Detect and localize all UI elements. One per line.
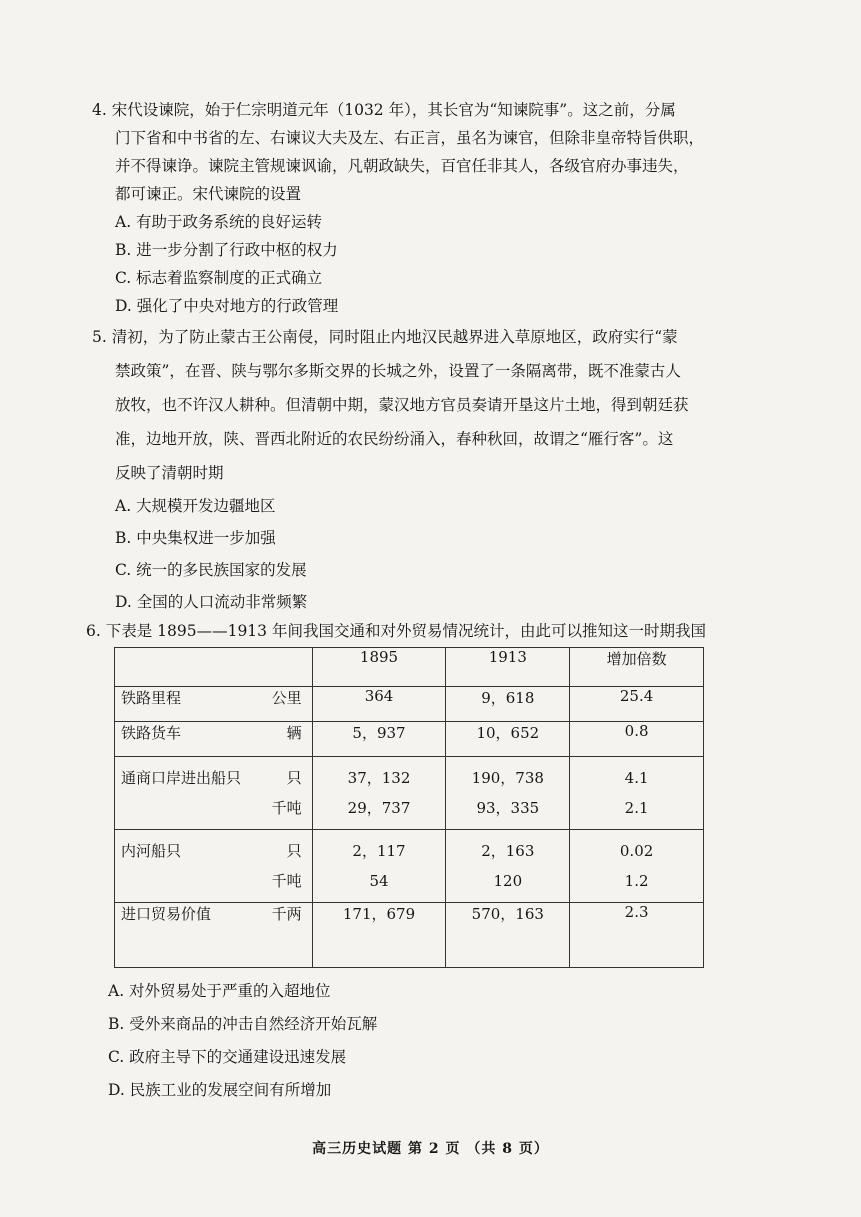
table-cell: 2.3	[570, 903, 704, 968]
question-4-option-d: D. 强化了中央对地方的行政管理	[115, 297, 339, 315]
row-label: 通商口岸进出船只	[121, 769, 242, 787]
row-unit: 千两	[271, 905, 302, 923]
cell-value: 4.1	[624, 769, 649, 787]
question-5	[92, 320, 742, 618]
question-4-option-b: B. 进一步分割了行政中枢的权力	[115, 241, 338, 259]
question-4-option-a: A. 有助于政务系统的良好运转	[115, 213, 323, 231]
question-6-option-b: B. 受外来商品的冲击自然经济开始瓦解	[108, 1015, 378, 1033]
question-6-stem: 6. 下表是 1895——1913 年间我国交通和对外贸易情况统计，由此可以推知这一时期我国	[86, 622, 706, 640]
table-label-cell	[115, 722, 313, 757]
question-6-option-d: D. 民族工业的发展空间有所增加	[108, 1081, 332, 1099]
table-cell: 570，163	[446, 903, 570, 968]
cell-value: 54	[369, 872, 389, 890]
table-cell: 171，679	[312, 903, 446, 968]
question-6-options	[92, 975, 742, 1107]
row-unit: 千吨	[271, 872, 302, 890]
row-unit: 辆	[286, 724, 302, 742]
table-cell: 25.4	[570, 687, 704, 722]
table-row	[115, 903, 704, 968]
question-4-stem-line: 4. 宋代设谏院，始于仁宗明道元年（1032 年），其长官为“知谏院事”。这之前，分属	[92, 101, 676, 119]
table-cell	[312, 830, 446, 903]
table-row	[115, 687, 704, 722]
table-header-cell: 增加倍数	[570, 648, 704, 687]
row-unit: 公里	[271, 689, 302, 707]
question-5-stem-line: 放牧，也不许汉人耕种。但清朝中期，蒙汉地方官员奏请开垦这片土地，得到朝廷获	[115, 396, 689, 414]
row-unit: 千吨	[271, 799, 302, 817]
table-header-cell	[115, 648, 313, 687]
row-unit: 只	[286, 769, 302, 787]
question-5-stem-line: 反映了清朝时期	[115, 464, 224, 482]
table-cell	[312, 757, 446, 830]
table-header-row	[115, 648, 704, 687]
row-label: 铁路里程	[121, 689, 182, 707]
table-cell: 5，937	[312, 722, 446, 757]
question-5-stem-line: 禁政策”，在晋、陕与鄂尔多斯交界的长城之外，设置了一条隔离带，既不准蒙古人	[115, 362, 681, 380]
table-cell	[570, 757, 704, 830]
table-row	[115, 757, 704, 830]
cell-value: 37，132	[347, 769, 411, 787]
question-5-option-b: B. 中央集权进一步加强	[115, 529, 276, 547]
table-cell: 0.8	[570, 722, 704, 757]
table-row	[115, 830, 704, 903]
table-cell	[570, 830, 704, 903]
question-4-stem-line: 并不得谏诤。谏院主管规谏讽谕，凡朝政缺失，百官任非其人，各级官府办事违失，	[115, 157, 689, 175]
question-6	[86, 617, 746, 645]
question-4-stem-line: 都可谏正。宋代谏院的设置	[115, 185, 302, 203]
question-5-option-d: D. 全国的人口流动非常频繁	[115, 593, 308, 611]
question-5-stem-line: 5. 清初，为了防止蒙古王公南侵，同时阻止内地汉民越界进入草原地区，政府实行“蒙	[92, 328, 678, 346]
table-label-cell	[115, 903, 313, 968]
question-4	[92, 96, 742, 320]
cell-value: 190，738	[471, 769, 544, 787]
cell-value: 0.02	[619, 842, 654, 860]
table-cell	[446, 757, 570, 830]
statistics-table	[114, 647, 704, 968]
table-label-cell	[115, 687, 313, 722]
question-5-stem-line: 准，边地开放，陕、晋西北附近的农民纷纷涌入，春种秋回，故谓之“雁行客”。这	[115, 430, 674, 448]
row-label: 进口贸易价值	[121, 905, 212, 923]
table-label-cell	[115, 757, 313, 830]
table-row	[115, 722, 704, 757]
table-cell: 9，618	[446, 687, 570, 722]
question-5-option-c: C. 统一的多民族国家的发展	[115, 561, 307, 579]
table-cell: 364	[312, 687, 446, 722]
table-label-cell	[115, 830, 313, 903]
cell-value: 2.1	[624, 799, 649, 817]
cell-value: 120	[493, 872, 523, 890]
cell-value: 29，737	[347, 799, 411, 817]
table-cell: 10，652	[446, 722, 570, 757]
cell-value: 1.2	[624, 872, 649, 890]
row-label: 内河船只	[121, 842, 182, 860]
row-label: 铁路货车	[121, 724, 182, 742]
table-cell	[446, 830, 570, 903]
question-4-stem-line: 门下省和中书省的左、右谏议大夫及左、右正言，虽名为谏官，但除非皇帝特旨供职，	[115, 129, 705, 147]
question-5-option-a: A. 大规模开发边疆地区	[115, 497, 276, 515]
row-unit: 只	[286, 842, 302, 860]
table-header-cell: 1895	[312, 648, 446, 687]
cell-value: 2，117	[352, 842, 406, 860]
cell-value: 2，163	[481, 842, 535, 860]
cell-value: 93，335	[476, 799, 540, 817]
page-footer: 高三历史试题 第 2 页 （共 8 页）	[312, 1141, 549, 1157]
question-6-option-a: A. 对外贸易处于严重的入超地位	[108, 982, 331, 1000]
question-4-option-c: C. 标志着监察制度的正式确立	[115, 269, 323, 287]
table-header-cell: 1913	[446, 648, 570, 687]
question-6-option-c: C. 政府主导下的交通建设迅速发展	[108, 1048, 347, 1066]
